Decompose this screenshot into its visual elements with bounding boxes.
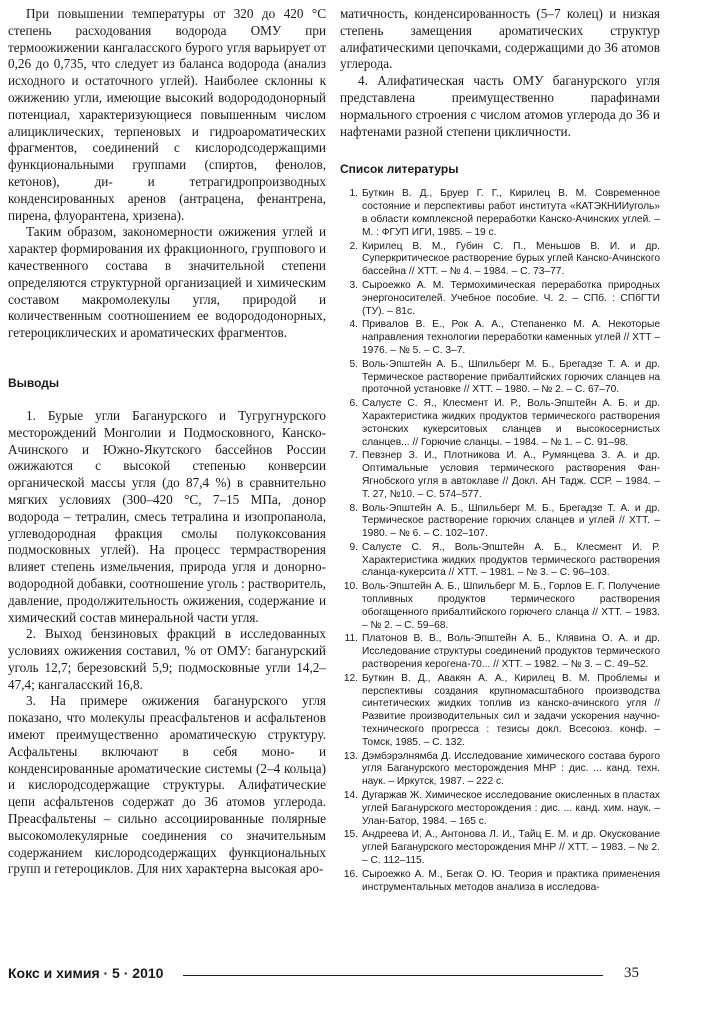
reference-item <box>340 280 660 318</box>
reference-number: 12. <box>343 672 358 684</box>
reference-text: Воль-Эпштейн А. Б., Шпильберг М. Б., Брегадзе Т. А. и др. Термическое растворение горючих сланцев и углей // ХТТ. – 1980. – № 6. – С. 102–107. <box>362 502 660 540</box>
reference-text: Сыроежко А. М. Термохимическая переработка природных энергоносителей. Учебное пособие. Ч. 2. – СПб. : СПбГТИ (ТУ). – 81с. <box>362 279 660 317</box>
reference-number: 8. <box>349 502 358 514</box>
paragraph-summary: Таким образом, закономерности ожижения углей и характер формирования их фракционного, группового и качественного состава в значительной степени определяются структурной организацией и химическим составом макромолекулы угля, природой и количественным соотношением ее водорододонорных, гетероциклических и ароматических фрагментов. <box>8 224 326 341</box>
reference-text: Салусте С. Я., Воль-Эпштейн А. Б., Клесмент И. Р. Характеристика жидких продуктов термического растворения сланца-кукерсита // ХТТ. – 1981. – № 3. – С. 96–103. <box>362 541 660 579</box>
conclusion-3: 3. На примере ожижения баганурского угля показано, что молекулы преасфальтенов и асфальтенов имеют преимущественно ароматическую структуру. Асфальтены включают в себя моно- и конденсированные ароматические системы (2–4 кольца) и кислородсодержащие структуры. Алифатические цепи асфальтенов содержат до 36 атомов углерода. Преасфальтены – сильно ассоциированные полярные высокомолекулярные соединения со значительным содержанием кислородсодержащих функциональных групп и гетероциклов. Для них характерна высокая аро- <box>8 693 326 877</box>
reference-text: Певзнер З. И., Плотникова И. А., Румянцева З. А. и др. Оптимальные условия термического растворения Фан-Ягнобского угля в автоклаве // Докл. АН Тадж. ССР. – 1984. – Т. 27, №10. – С. 574–577. <box>362 450 660 500</box>
conclusions-heading: Выводы <box>8 375 60 390</box>
reference-text: Привалов В. Е., Рок А. А., Степаненко М. А. Некоторые направления технологии переработки каменных углей // ХТТ – 1976. – № 5. – С. 3–7. <box>362 319 660 356</box>
reference-item <box>340 398 660 449</box>
journal-issue-label: Кокс и химия · 5 · 2010 <box>8 965 164 981</box>
references-list <box>340 188 660 894</box>
reference-number: 6. <box>349 398 358 410</box>
reference-number: 4. <box>349 319 358 331</box>
reference-item <box>340 751 660 789</box>
reference-item <box>340 829 660 867</box>
reference-number: 10. <box>343 581 358 593</box>
reference-number: 2. <box>349 240 358 252</box>
reference-number: 7. <box>349 450 358 462</box>
reference-number: 3. <box>349 279 358 291</box>
reference-item <box>340 790 660 828</box>
right-column <box>340 6 660 895</box>
reference-item <box>340 319 660 357</box>
reference-number: 14. <box>343 790 358 802</box>
reference-number: 5. <box>349 358 358 370</box>
conclusion-4: 4. Алифатическая часть ОМУ баганурского угля представлена преимущественно парафинами нормального строения с числом атомов углерода до 36 и нафтенами разной степени цикличности. <box>340 73 660 139</box>
reference-text: Буткин В. Д., Авакян А. А., Кирилец В. М. Проблемы и перспективы создания крупномасштабного производства синтетических жидких топлив из канско-ачинского угля // Развитие производительных сил и задачи ускорения научно-технического прогресса : тезисы докл. Всесоюз. конф. – Томск, 1985. – С. 132. <box>362 672 660 748</box>
reference-item <box>340 359 660 397</box>
reference-item <box>340 581 660 632</box>
reference-text: Буткин В. Д., Бруер Г. Г., Кирилец В. М. Современное состояние и перспективы работ института «КАТЭКНИИуголь» в области комплексной переработки Канско-Ачинских углей. – М. : ФГУП ИГИ, 1985. – 19 с. <box>362 188 660 238</box>
reference-text: Воль-Эпштейн А. Б., Шпильберг М. Б., Брегадзе Т. А. и др. Термическое растворение прибалтийских горючих сланцев на проточной установке // ХТТ. – 1980. – № 2. – С. 67–70. <box>362 358 660 396</box>
reference-text: Платонов В. В., Воль-Эпштейн А. Б., Клявина О. А. и др. Исследование структуры соединений продуктов термического растворения керогена-70... // ХТТ. – 1982. – № 3. – С. 49–52. <box>362 633 660 671</box>
reference-item <box>340 542 660 580</box>
page-number: 35 <box>624 965 639 981</box>
reference-item <box>340 241 660 279</box>
paragraph-hydrogen-consumption: При повышении температуры от 320 до 420 °С степень расходования водорода ОМУ при термоожижении кангаласского бурого угля варьирует от 0,26 до 0,735, что следует из баланса водорода (анализ исходного и остаточного углей). Наиболее склонны к ожижению угли, имеющие высокий водорододонорный потенциал, характеризующиеся повышенным числом алициклических, терпеновых и гидроароматических фрагментов, соединений с кислородсодержащими функциональными группами (спиртов, фенолов, кетонов), ди- и тетрагидропроизводных конденсированных аренов (антрацена, фенантрена, пирена, флуорантена, хризена). <box>8 6 326 223</box>
reference-item <box>340 673 660 750</box>
page-footer <box>8 965 668 985</box>
reference-text: Андреева И. А., Антонова Л. И., Тайц Е. М. и др. Окускование углей Баганурского месторождения МНР // ХТТ. – 1983. – № 2. – С. 112–115. <box>362 829 660 867</box>
reference-text: Дэмбэрэлнямба Д. Исследование химического состава бурого угля Баганурского месторождения МНР : дис. ... канд. техн. наук. – Иркутск, 1987. – 222 с. <box>362 750 660 788</box>
reference-item <box>340 188 660 239</box>
reference-number: 1. <box>349 188 358 200</box>
reference-item <box>340 503 660 541</box>
reference-number: 11. <box>344 633 358 645</box>
conclusion-1: 1. Бурые угли Баганурского и Тугругнурского месторождений Монголии и Подмосковного, Канско-Ачинского и Южно-Якутского бассейнов России ожижаются с высокой степенью конверсии органической массы угля (до 87,4 %) в сравнительно мягких условиях (300–420 °С, 7–15 МПа, донор водорода – тетралин, смесь тетралина и изопропанола, углеводородная фракция смолы полукоксования подмосковных углей). На процесс термрастворения влияет степень измельчения, природа угля и донорно-водородной добавки, соотношение уголь : растворитель, давление, продолжительность ожижения, содержание и химический состав минеральной части угля. <box>8 407 326 625</box>
reference-text: Воль-Эпштейн А. Б., Шпильберг М. Б., Горлов Е. Г. Получение топливных продуктов термического растворения обогащенного прибалтийского горючего сланца // ХТТ. – 1983. – № 2. – С. 59–68. <box>362 581 660 631</box>
reference-item <box>340 869 660 895</box>
left-column <box>8 6 326 878</box>
reference-number: 16. <box>343 868 358 880</box>
reference-item <box>340 633 660 671</box>
footer-divider <box>183 975 603 976</box>
reference-text: Сыроежко А. М., Бегак О. Ю. Теория и практика применения инструментальных методов анализа в исследова- <box>362 868 660 893</box>
reference-text: Дугаржав Ж. Химическое исследование окисленных в пластах углей Баганурского месторождения : дис. ... канд. хим. наук. – Улан-Батор, 1984. – 165 с. <box>362 790 660 827</box>
references-heading: Список литературы <box>340 162 459 177</box>
reference-number: 9. <box>349 541 358 553</box>
reference-text: Кирилец В. М., Губин С. П., Меньшов В. И. и др. Суперкритическое растворение бурых углей Канско-Ачинского бассейна // ХТТ. – № 4. – 1984. – С. 73–77. <box>362 240 660 278</box>
reference-number: 15. <box>343 829 358 841</box>
conclusion-3-continued: матичность, конденсированность (5–7 колец) и низкая степень замещения ароматических структур алифатическими цепочками, содержащими до 36 атомов углерода. <box>340 6 660 72</box>
reference-text: Салусте С. Я., Клесмент И. Р., Воль-Эпштейн А. Б. и др. Характеристика жидких продуктов термического растворения эстонских кукерситовых сланцев и высокосернистых сланцев... // Горючие сланцы. – 1984. – № 1. – С. 91–98. <box>362 398 660 448</box>
conclusion-2: 2. Выход бензиновых фракций в исследованных условиях ожижения составил, % от ОМУ: баганурский уголь 12,7; березовский 5,9; подмосковные угли 14,2–47,4; кангаласский 16,8. <box>8 626 326 692</box>
reference-item <box>340 450 660 501</box>
reference-number: 13. <box>343 750 358 762</box>
